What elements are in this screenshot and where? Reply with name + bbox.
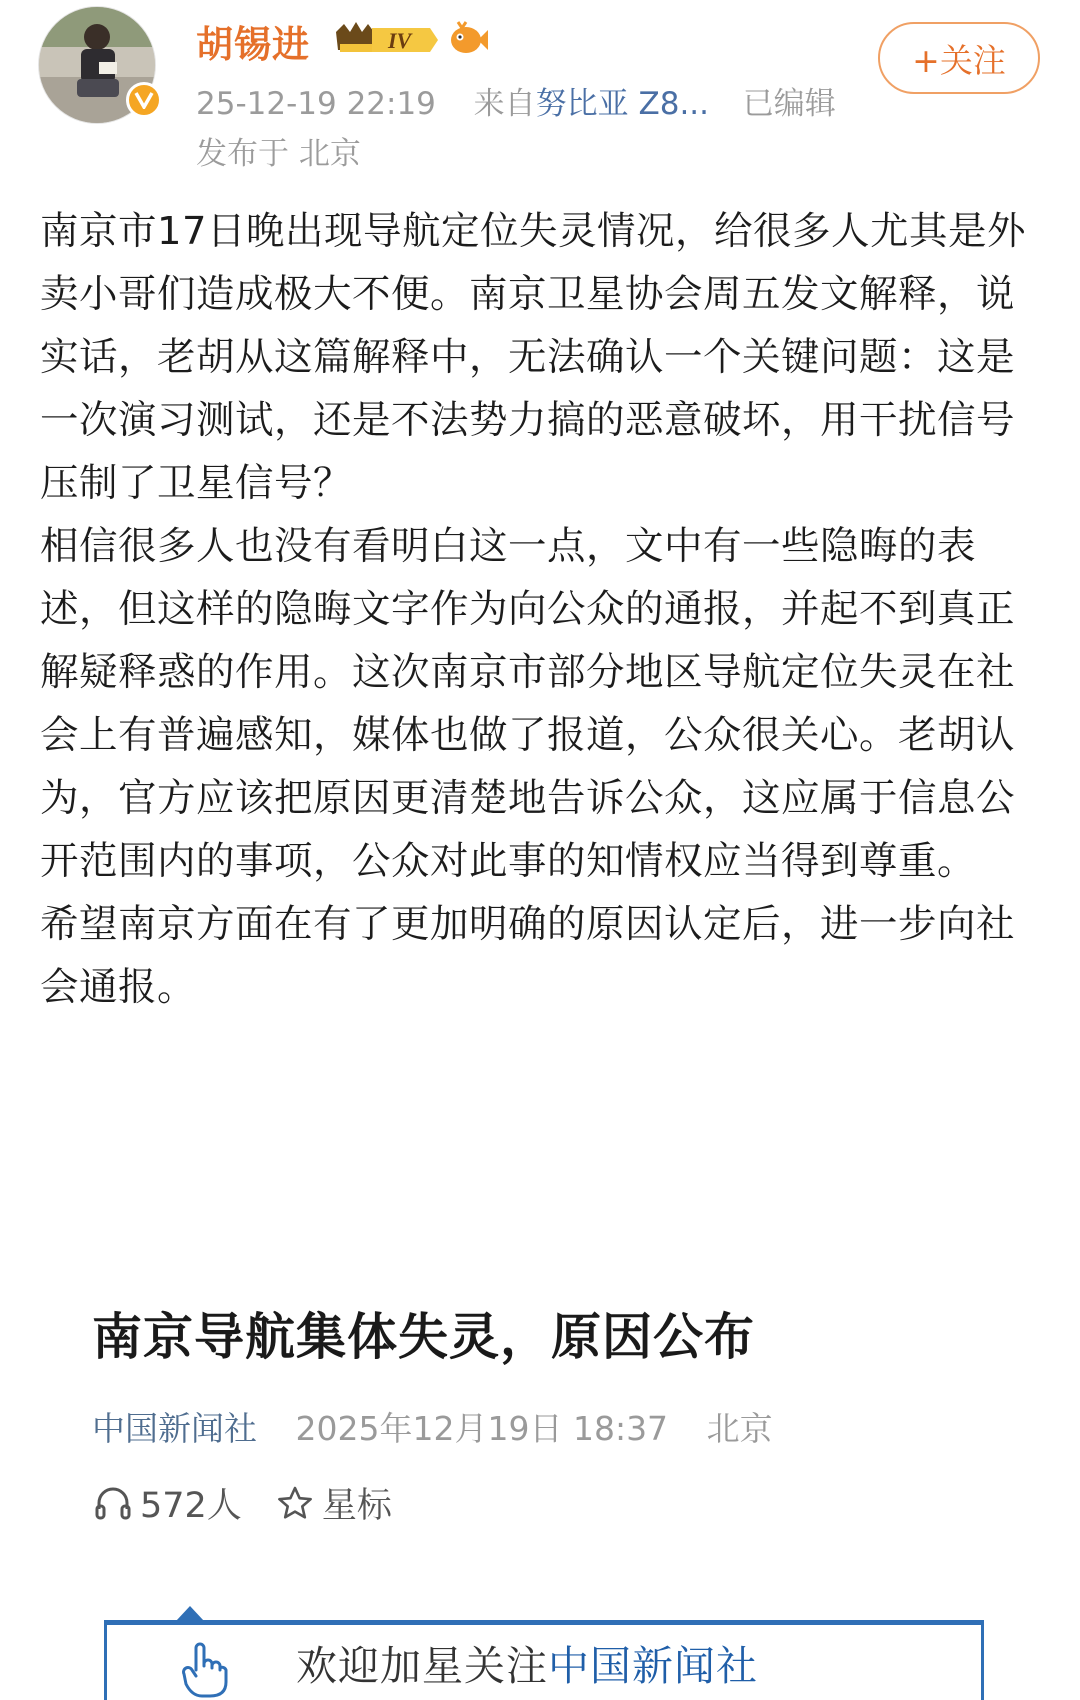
post-location: 发布于 北京 [196,136,361,172]
article-stats [94,1478,426,1528]
banner-prefix: 欢迎加星关注 [296,1642,548,1690]
listeners-label: 572人 [140,1486,242,1526]
banner-text[interactable] [296,1633,758,1692]
article-meta [92,1403,773,1450]
post-header [0,0,1080,170]
star-icon [276,1485,314,1521]
post-meta [196,78,836,123]
avatar[interactable] [38,6,156,124]
fan-badge-icon [448,20,488,62]
username[interactable]: 胡锡进 [196,23,310,66]
banner-notch [176,1606,204,1621]
post-paragraph: 相信很多人也没有看明白这一点，文中有一些隐晦的表述，但这样的隐晦文字作为向公众的通报，并起不到真正解疑释惑的作用。这次南京市部分地区导航定位失灵在社会上有普遍感知，媒体也做了报道，公众很关心。老胡认为，官方应该把原因更清楚地告诉公众，这应属于信息公开范围内的事项，公众对此事的知情权应当得到尊重。 [40,524,1016,884]
post-body [40,200,1050,1019]
source-prefix: 来自 [473,86,536,122]
listeners-count[interactable] [94,1478,242,1528]
star-button[interactable] [276,1478,392,1528]
article-title[interactable]: 南京导航集体失灵，原因公布 [92,1308,755,1366]
headphones-icon [94,1485,132,1521]
level-badge-icon [332,20,440,64]
article-location: 北京 [706,1409,773,1448]
verified-icon [126,82,162,118]
post-paragraph: 南京市17日晚出现导航定位失灵情况，给很多人尤其是外卖小哥们造成极大不便。南京卫星协会周五发文解释，说实话，老胡从这篇解释中，无法确认一个关键问题：这是一次演习测试，还是不法势力搞的恶意破坏，用干扰信号压制了卫星信号？ [40,209,1026,506]
post-timestamp: 25-12-19 22:19 [196,86,436,122]
pointing-hand-icon [178,1640,230,1700]
banner-highlight: 中国新闻社 [548,1642,758,1690]
star-label: 星标 [321,1486,392,1526]
svg-text:IV: IV [388,28,412,53]
post-paragraph: 希望南京方面在有了更加明确的原因认定后，进一步向社会通报。 [40,902,1016,1010]
follow-button[interactable]: +关注 [878,22,1040,94]
device-link[interactable]: 努比亚 Z8... [535,86,710,122]
article-source[interactable]: 中国新闻社 [92,1409,257,1448]
article-date: 2025年12月19日 18:37 [295,1409,669,1448]
edited-label[interactable]: 已编辑 [742,86,836,122]
